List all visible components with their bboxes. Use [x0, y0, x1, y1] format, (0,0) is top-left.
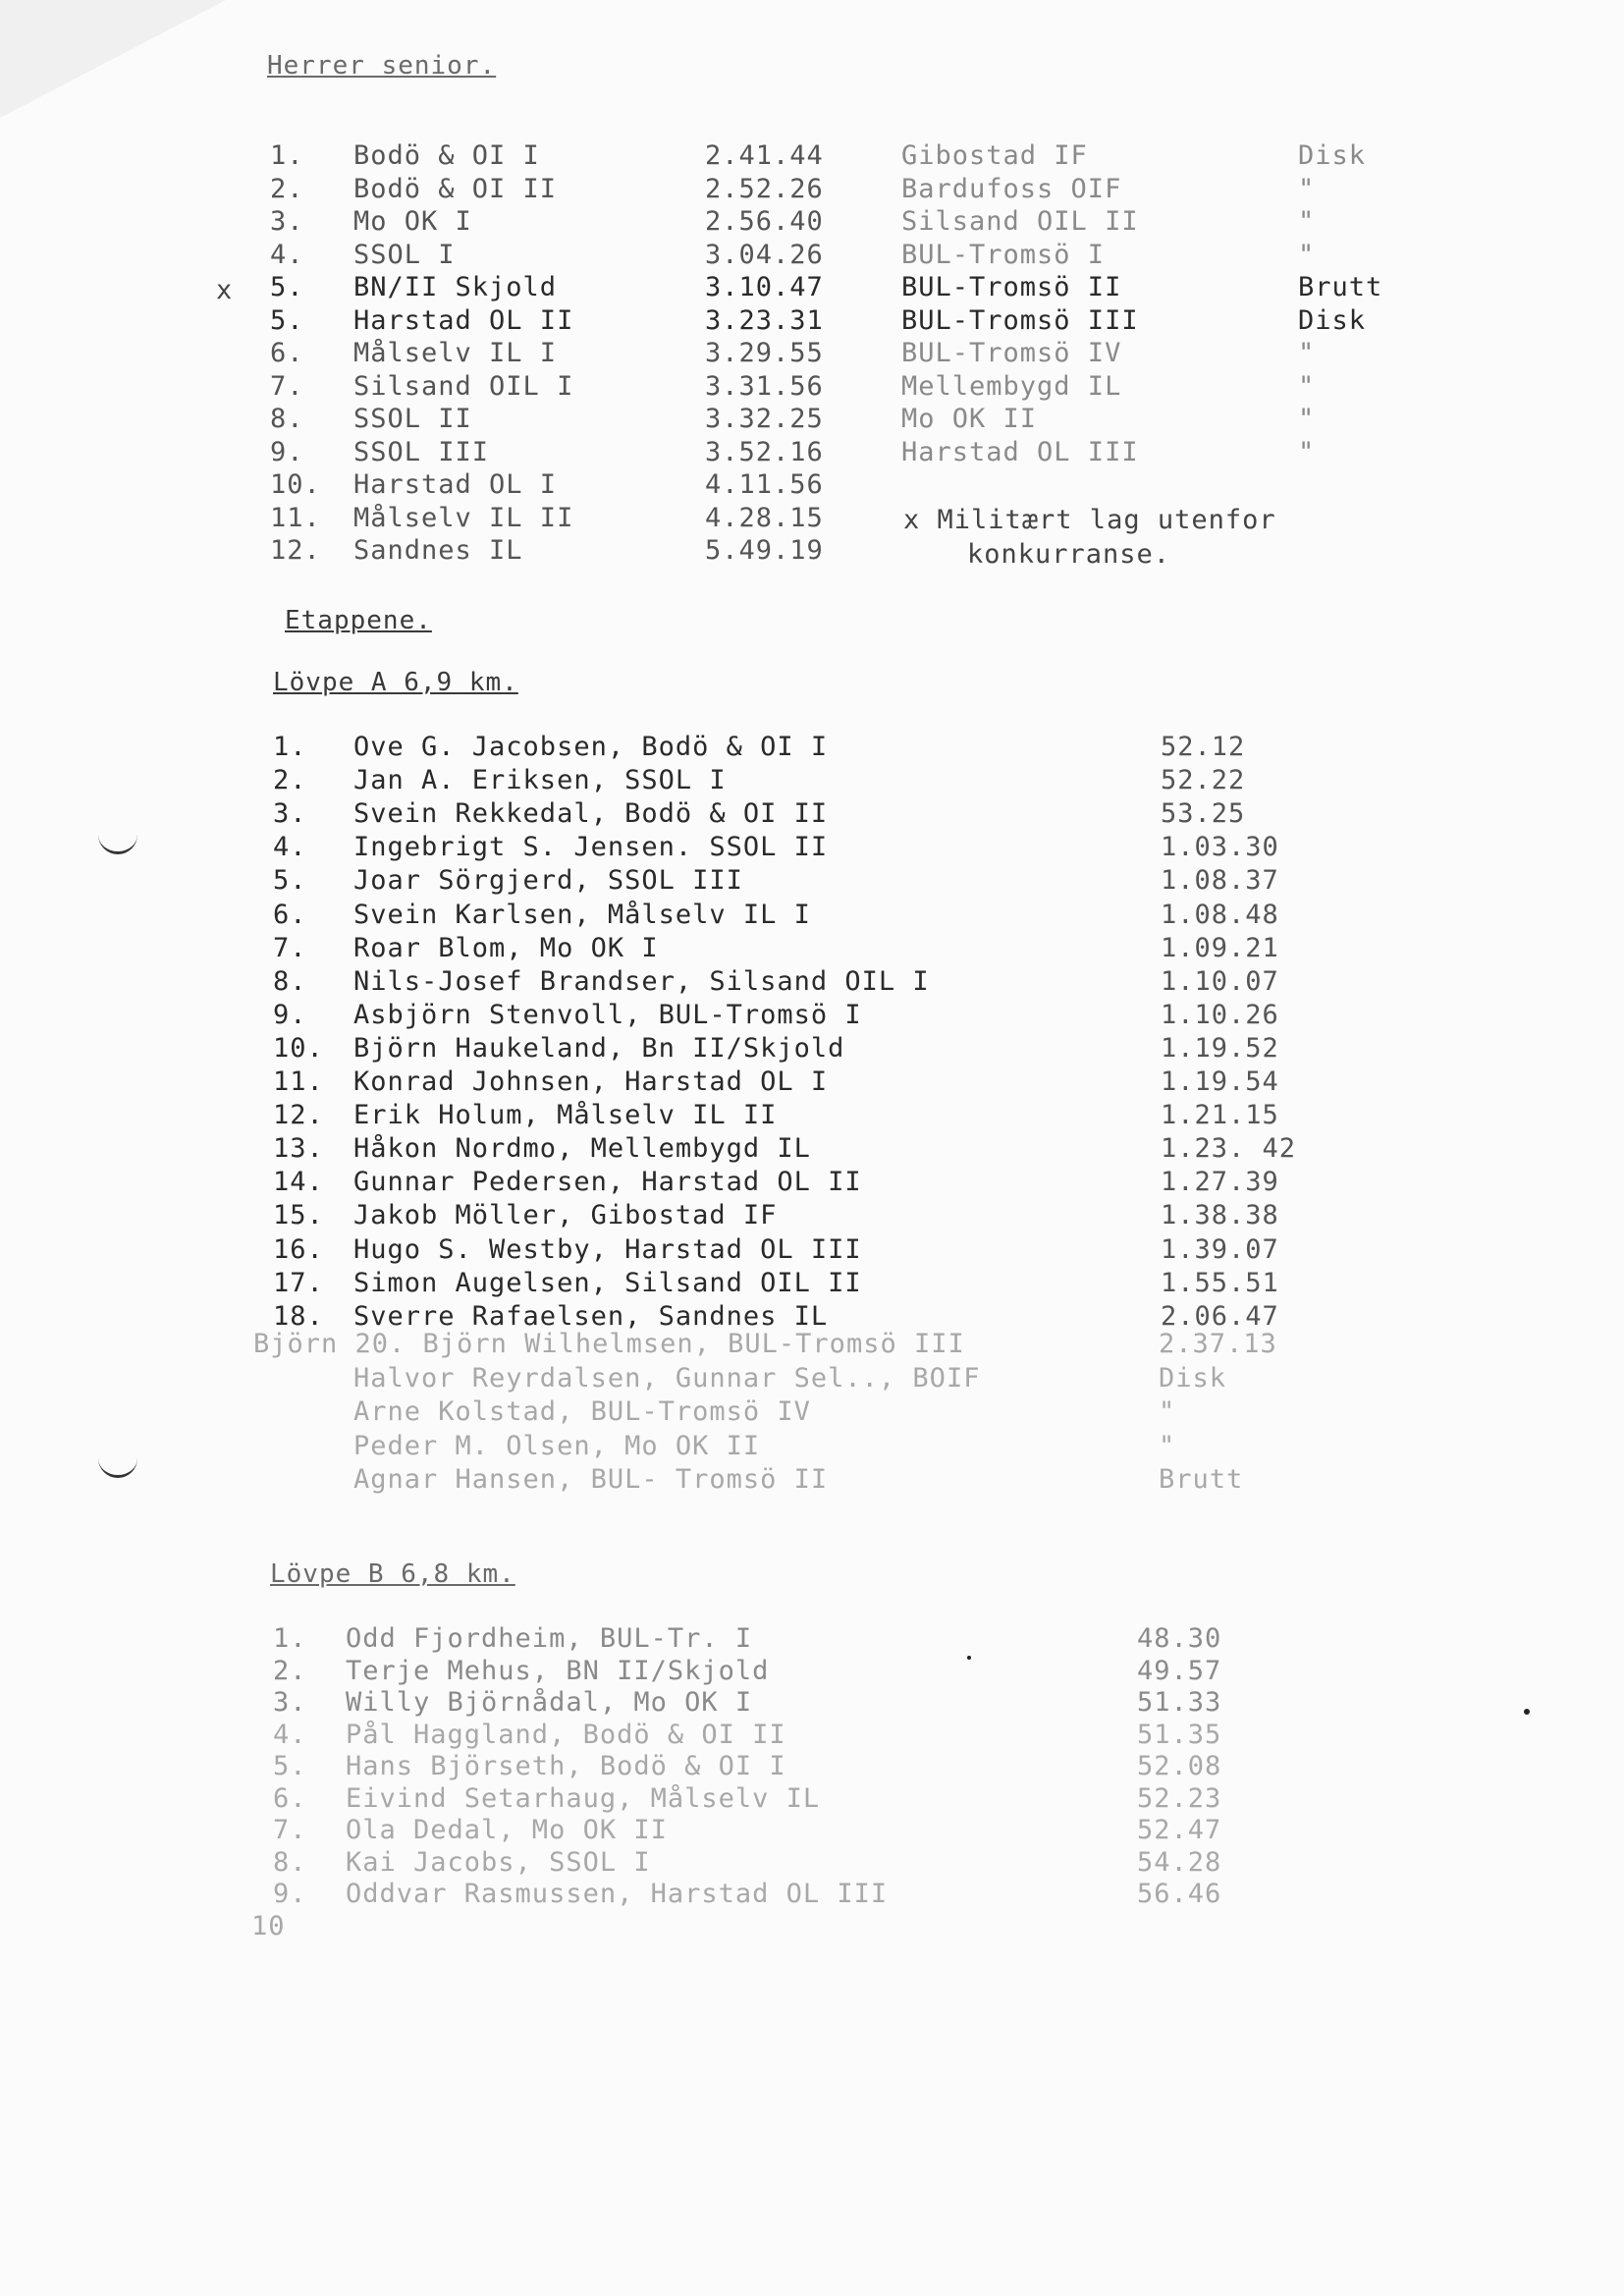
leg-a-runner: Ingebrigt S. Jensen. SSOL II	[353, 832, 829, 863]
relay-other-status: "	[1298, 404, 1316, 434]
relay-place: 8.	[270, 404, 304, 434]
relay-place: 7.	[270, 370, 304, 402]
leg-a-time: 2.06.47	[1161, 1300, 1279, 1332]
leg-a-row	[0, 732, 1624, 763]
leg-a-place: 5.	[273, 865, 307, 897]
leg-a-row	[0, 900, 1624, 931]
relay-other-row	[0, 371, 1624, 403]
leg-a-time: 1.08.48	[1161, 899, 1279, 930]
relay-time: 3.04.26	[705, 239, 824, 270]
leg-a-time: 1.27.39	[1161, 1167, 1279, 1198]
leg-a-time: 52.22	[1161, 765, 1246, 796]
leg-b-time: 52.08	[1137, 1751, 1222, 1781]
relay-time: 2.41.44	[705, 140, 824, 171]
relay-other-status: Disk	[1298, 304, 1367, 336]
leg-a-row	[0, 1200, 1624, 1231]
leg-a-runner: Erik Holum, Målselv IL II	[353, 1100, 778, 1131]
leg-a-runner: Ove G. Jacobsen, Bodö & OI I	[353, 732, 829, 762]
leg-a-runner: Svein Rekkedal, Bodö & OI II	[353, 798, 829, 830]
relay-other-status: "	[1298, 370, 1316, 402]
relay-other-status: "	[1298, 239, 1316, 270]
leg-a-extra-time: Brutt	[1159, 1464, 1244, 1495]
leg-a-runner: Asbjörn Stenvoll, BUL-Tromsö I	[353, 999, 862, 1030]
relay-other-team: Mo OK II	[901, 404, 1038, 434]
leg-b-heading: Lövpe B 6,8 km.	[270, 1559, 515, 1589]
relay-time: 2.56.40	[705, 206, 824, 237]
leg-a-place: 15.	[273, 1200, 324, 1231]
leg-a-runner: Konrad Johnsen, Harstad OL I	[353, 1066, 829, 1097]
leg-a-time: 1.09.21	[1161, 932, 1279, 963]
relay-place: 5.	[270, 272, 304, 302]
leg-a-place: 1.	[273, 732, 307, 762]
leg-a-time: 1.19.54	[1161, 1066, 1279, 1097]
leg-a-place: 9.	[273, 999, 307, 1030]
leg-a-time: 1.19.52	[1161, 1032, 1279, 1064]
relay-place: 3.	[270, 206, 304, 237]
leg-b-place: 6.	[273, 1782, 307, 1814]
leg-a-time: 1.23. 42	[1161, 1133, 1297, 1165]
relay-team: SSOL I	[353, 239, 456, 270]
leg-b-runner: Willy Björnådal, Mo OK I	[346, 1687, 753, 1718]
leg-b-runner: Hans Björseth, Bodö & OI I	[346, 1751, 786, 1781]
leg-a-place: 2.	[273, 765, 307, 796]
leg-a-time: 1.10.26	[1161, 999, 1279, 1030]
leg-a-place: 7.	[273, 932, 307, 963]
relay-other-status: Brutt	[1298, 272, 1383, 302]
relay-place: 6.	[270, 338, 304, 368]
leg-b-place: 7.	[273, 1815, 307, 1845]
leg-a-runner: Nils-Josef Brandser, Silsand OIL I	[353, 965, 930, 997]
leg-b-time: 54.28	[1137, 1846, 1222, 1878]
leg-a-place: 13.	[273, 1133, 324, 1165]
relay-other-row	[0, 174, 1624, 205]
relay-time: 3.10.47	[705, 272, 824, 302]
relay-other-row	[0, 404, 1624, 435]
leg-b-time: 56.46	[1137, 1879, 1222, 1909]
leg-a-extra-row	[0, 1329, 1624, 1360]
leg-b-place: 1.	[273, 1623, 307, 1654]
leg-b-row	[0, 1847, 1624, 1879]
leg-a-place: 16.	[273, 1233, 324, 1265]
leg-a-time: 1.21.15	[1161, 1100, 1279, 1131]
relay-time: 4.11.56	[705, 469, 824, 500]
relay-time: 3.32.25	[705, 404, 824, 434]
relay-other-row	[0, 206, 1624, 238]
leg-b-runner: Ola Dedal, Mo OK II	[346, 1815, 668, 1845]
leg-a-row	[0, 966, 1624, 998]
leg-a-runner: Jakob Möller, Gibostad IF	[353, 1200, 778, 1231]
leg-b-row	[0, 1623, 1624, 1655]
relay-time: 3.31.56	[705, 370, 824, 402]
relay-place: 1.	[270, 140, 304, 171]
leg-b-place: 2.	[273, 1655, 307, 1686]
leg-a-runner: Håkon Nordmo, Mellembygd IL	[353, 1133, 811, 1165]
leg-a-extra-time: "	[1159, 1430, 1176, 1461]
relay-place: 5.	[270, 304, 304, 336]
leg-b-runner: Odd Fjordheim, BUL-Tr. I	[346, 1623, 753, 1654]
relay-time: 3.52.16	[705, 436, 824, 467]
leg-b-place: 9.	[273, 1879, 307, 1909]
relay-team: Silsand OIL I	[353, 370, 574, 402]
leg-a-row	[0, 1234, 1624, 1266]
leg-a-extra-time: "	[1159, 1396, 1176, 1427]
relay-other-row	[0, 272, 1624, 303]
relay-team: SSOL II	[353, 404, 472, 434]
relay-other-status: "	[1298, 173, 1316, 204]
leg-b-time: 48.30	[1137, 1623, 1222, 1654]
leg-a-place: 6.	[273, 899, 307, 930]
relay-team: Bodö & OI II	[353, 173, 558, 204]
leg-b-time: 51.35	[1137, 1719, 1222, 1750]
leg-b-row	[0, 1656, 1624, 1687]
relay-other-team: BUL-Tromsö I	[901, 239, 1106, 270]
leg-a-row	[0, 832, 1624, 863]
leg-a-extra-time: 2.37.13	[1159, 1329, 1277, 1359]
leg-a-extra-text: Agnar Hansen, BUL- Tromsö II	[353, 1464, 829, 1495]
relay-other-row	[0, 305, 1624, 337]
relay-place: 9.	[270, 436, 304, 467]
military-note-line-2: konkurranse.	[967, 539, 1171, 570]
leg-a-row	[0, 1033, 1624, 1065]
relay-team: BN/II Skjold	[353, 272, 558, 302]
leg-a-row	[0, 765, 1624, 796]
relay-place: 4.	[270, 239, 304, 270]
leg-b-runner: Pål Haggland, Bodö & OI II	[346, 1719, 786, 1750]
relay-team: Målselv IL II	[353, 502, 574, 533]
relay-place: 10.	[270, 469, 321, 500]
relay-place: 12.	[270, 535, 321, 566]
leg-a-extra-time: Disk	[1159, 1362, 1227, 1394]
leg-a-place: 17.	[273, 1267, 324, 1298]
leg-a-row	[0, 1268, 1624, 1299]
relay-time: 3.23.31	[705, 304, 824, 336]
leg-a-place: 10.	[273, 1032, 324, 1064]
leg-b-time: 52.23	[1137, 1782, 1222, 1814]
leg-a-runner: Björn Haukeland, Bn II/Skjold	[353, 1032, 845, 1064]
relay-other-team: Bardufoss OIF	[901, 173, 1122, 204]
leg-b-time: 49.57	[1137, 1655, 1222, 1686]
leg-a-extra-row	[0, 1464, 1624, 1496]
leg-a-runner: Sverre Rafaelsen, Sandnes IL	[353, 1300, 829, 1332]
relay-other-row	[0, 338, 1624, 369]
relay-team: Bodö & OI I	[353, 140, 540, 171]
relay-other-team: BUL-Tromsö IV	[901, 338, 1122, 368]
relay-row	[0, 503, 1624, 534]
leg-a-row	[0, 1100, 1624, 1131]
leg-b-row	[0, 1911, 1624, 1942]
leg-b-place: 10	[251, 1910, 286, 1941]
relay-time: 4.28.15	[705, 502, 824, 533]
relay-row	[0, 469, 1624, 501]
relay-other-team: Silsand OIL II	[901, 206, 1139, 237]
leg-a-row	[0, 1000, 1624, 1031]
leg-a-extra-text: Arne Kolstad, BUL-Tromsö IV	[353, 1396, 811, 1427]
leg-a-runner: Jan A. Eriksen, SSOL I	[353, 765, 727, 796]
relay-place: 11.	[270, 502, 321, 533]
relay-time: 5.49.19	[705, 535, 824, 566]
leg-a-heading: Lövpe A 6,9 km.	[273, 668, 518, 697]
leg-a-runner: Simon Augelsen, Silsand OIL II	[353, 1267, 862, 1298]
leg-a-runner: Gunnar Pedersen, Harstad OL II	[353, 1167, 862, 1198]
relay-other-status: "	[1298, 436, 1316, 467]
relay-other-team: Mellembygd IL	[901, 370, 1122, 402]
leg-b-row	[0, 1879, 1624, 1910]
folded-corner	[0, 0, 226, 118]
leg-b-runner: Terje Mehus, BN II/Skjold	[346, 1655, 770, 1686]
military-mark: x	[216, 275, 234, 305]
relay-row	[0, 535, 1624, 567]
military-note-line-1: x Militært lag utenfor	[903, 505, 1276, 535]
leg-a-runner: Roar Blom, Mo OK I	[353, 932, 659, 963]
relay-other-row	[0, 240, 1624, 271]
leg-b-row	[0, 1815, 1624, 1846]
leg-a-place: 14.	[273, 1167, 324, 1198]
leg-b-place: 4.	[273, 1719, 307, 1750]
leg-a-extra-text: Halvor Reyrdalsen, Gunnar Sel.., BOIF	[353, 1362, 981, 1394]
relay-time: 2.52.26	[705, 173, 824, 204]
leg-a-runner: Hugo S. Westby, Harstad OL III	[353, 1233, 862, 1265]
relay-team: Harstad OL II	[353, 304, 574, 336]
leg-a-row	[0, 798, 1624, 830]
leg-a-place: 18.	[273, 1300, 324, 1332]
leg-a-extra-row	[0, 1396, 1624, 1428]
leg-a-time: 1.10.07	[1161, 965, 1279, 997]
relay-team: Målselv IL I	[353, 338, 558, 368]
leg-a-row	[0, 1301, 1624, 1333]
leg-a-extra-text: Peder M. Olsen, Mo OK II	[353, 1430, 761, 1461]
leg-a-place: 4.	[273, 832, 307, 863]
leg-b-time: 51.33	[1137, 1687, 1222, 1718]
leg-a-time: 1.55.51	[1161, 1267, 1279, 1298]
leg-a-time: 52.12	[1161, 732, 1246, 762]
leg-b-place: 3.	[273, 1687, 307, 1718]
relay-other-status: Disk	[1298, 140, 1367, 171]
leg-a-row	[0, 865, 1624, 897]
leg-a-runner: Svein Karlsen, Målselv IL I	[353, 899, 811, 930]
leg-a-place: 8.	[273, 965, 307, 997]
leg-a-runner: Joar Sörgjerd, SSOL III	[353, 865, 743, 897]
relay-other-row	[0, 140, 1624, 172]
relay-team: Harstad OL I	[353, 469, 558, 500]
leg-a-place: 12.	[273, 1100, 324, 1131]
leg-a-extra-row	[0, 1363, 1624, 1394]
relay-team: SSOL III	[353, 436, 490, 467]
stages-heading: Etappene.	[285, 606, 432, 635]
leg-b-runner: Oddvar Rasmussen, Harstad OL III	[346, 1879, 889, 1909]
leg-b-place: 5.	[273, 1751, 307, 1781]
leg-b-runner: Kai Jacobs, SSOL I	[346, 1846, 651, 1878]
leg-a-time: 1.08.37	[1161, 865, 1279, 897]
leg-b-place: 8.	[273, 1846, 307, 1878]
relay-time: 3.29.55	[705, 338, 824, 368]
leg-a-place: 11.	[273, 1066, 324, 1097]
relay-other-status: "	[1298, 206, 1316, 237]
relay-team: Sandnes IL	[353, 535, 523, 566]
relay-other-team: BUL-Tromsö III	[901, 304, 1139, 336]
leg-b-runner: Eivind Setarhaug, Målselv IL	[346, 1782, 821, 1814]
leg-a-time: 1.03.30	[1161, 832, 1279, 863]
leg-b-row	[0, 1783, 1624, 1815]
leg-b-row	[0, 1720, 1624, 1751]
leg-a-time: 1.39.07	[1161, 1233, 1279, 1265]
page-title: Herrer senior.	[267, 51, 497, 81]
leg-a-row	[0, 1133, 1624, 1165]
relay-other-team: Harstad OL III	[901, 436, 1139, 467]
leg-b-row	[0, 1751, 1624, 1782]
leg-a-row	[0, 1066, 1624, 1098]
relay-other-team: BUL-Tromsö II	[901, 272, 1122, 302]
leg-a-row	[0, 933, 1624, 964]
leg-a-place: 3.	[273, 798, 307, 830]
leg-a-extra-text: Björn 20. Björn Wilhelmsen, BUL-Tromsö III	[253, 1329, 965, 1359]
relay-place: 2.	[270, 173, 304, 204]
relay-team: Mo OK I	[353, 206, 472, 237]
leg-a-row	[0, 1167, 1624, 1198]
leg-b-time: 52.47	[1137, 1815, 1222, 1845]
relay-other-row	[0, 437, 1624, 468]
relay-other-status: "	[1298, 338, 1316, 368]
leg-a-time: 1.38.38	[1161, 1200, 1279, 1231]
leg-a-time: 53.25	[1161, 798, 1246, 830]
leg-b-row	[0, 1687, 1624, 1719]
leg-a-extra-row	[0, 1431, 1624, 1462]
relay-other-team: Gibostad IF	[901, 140, 1088, 171]
